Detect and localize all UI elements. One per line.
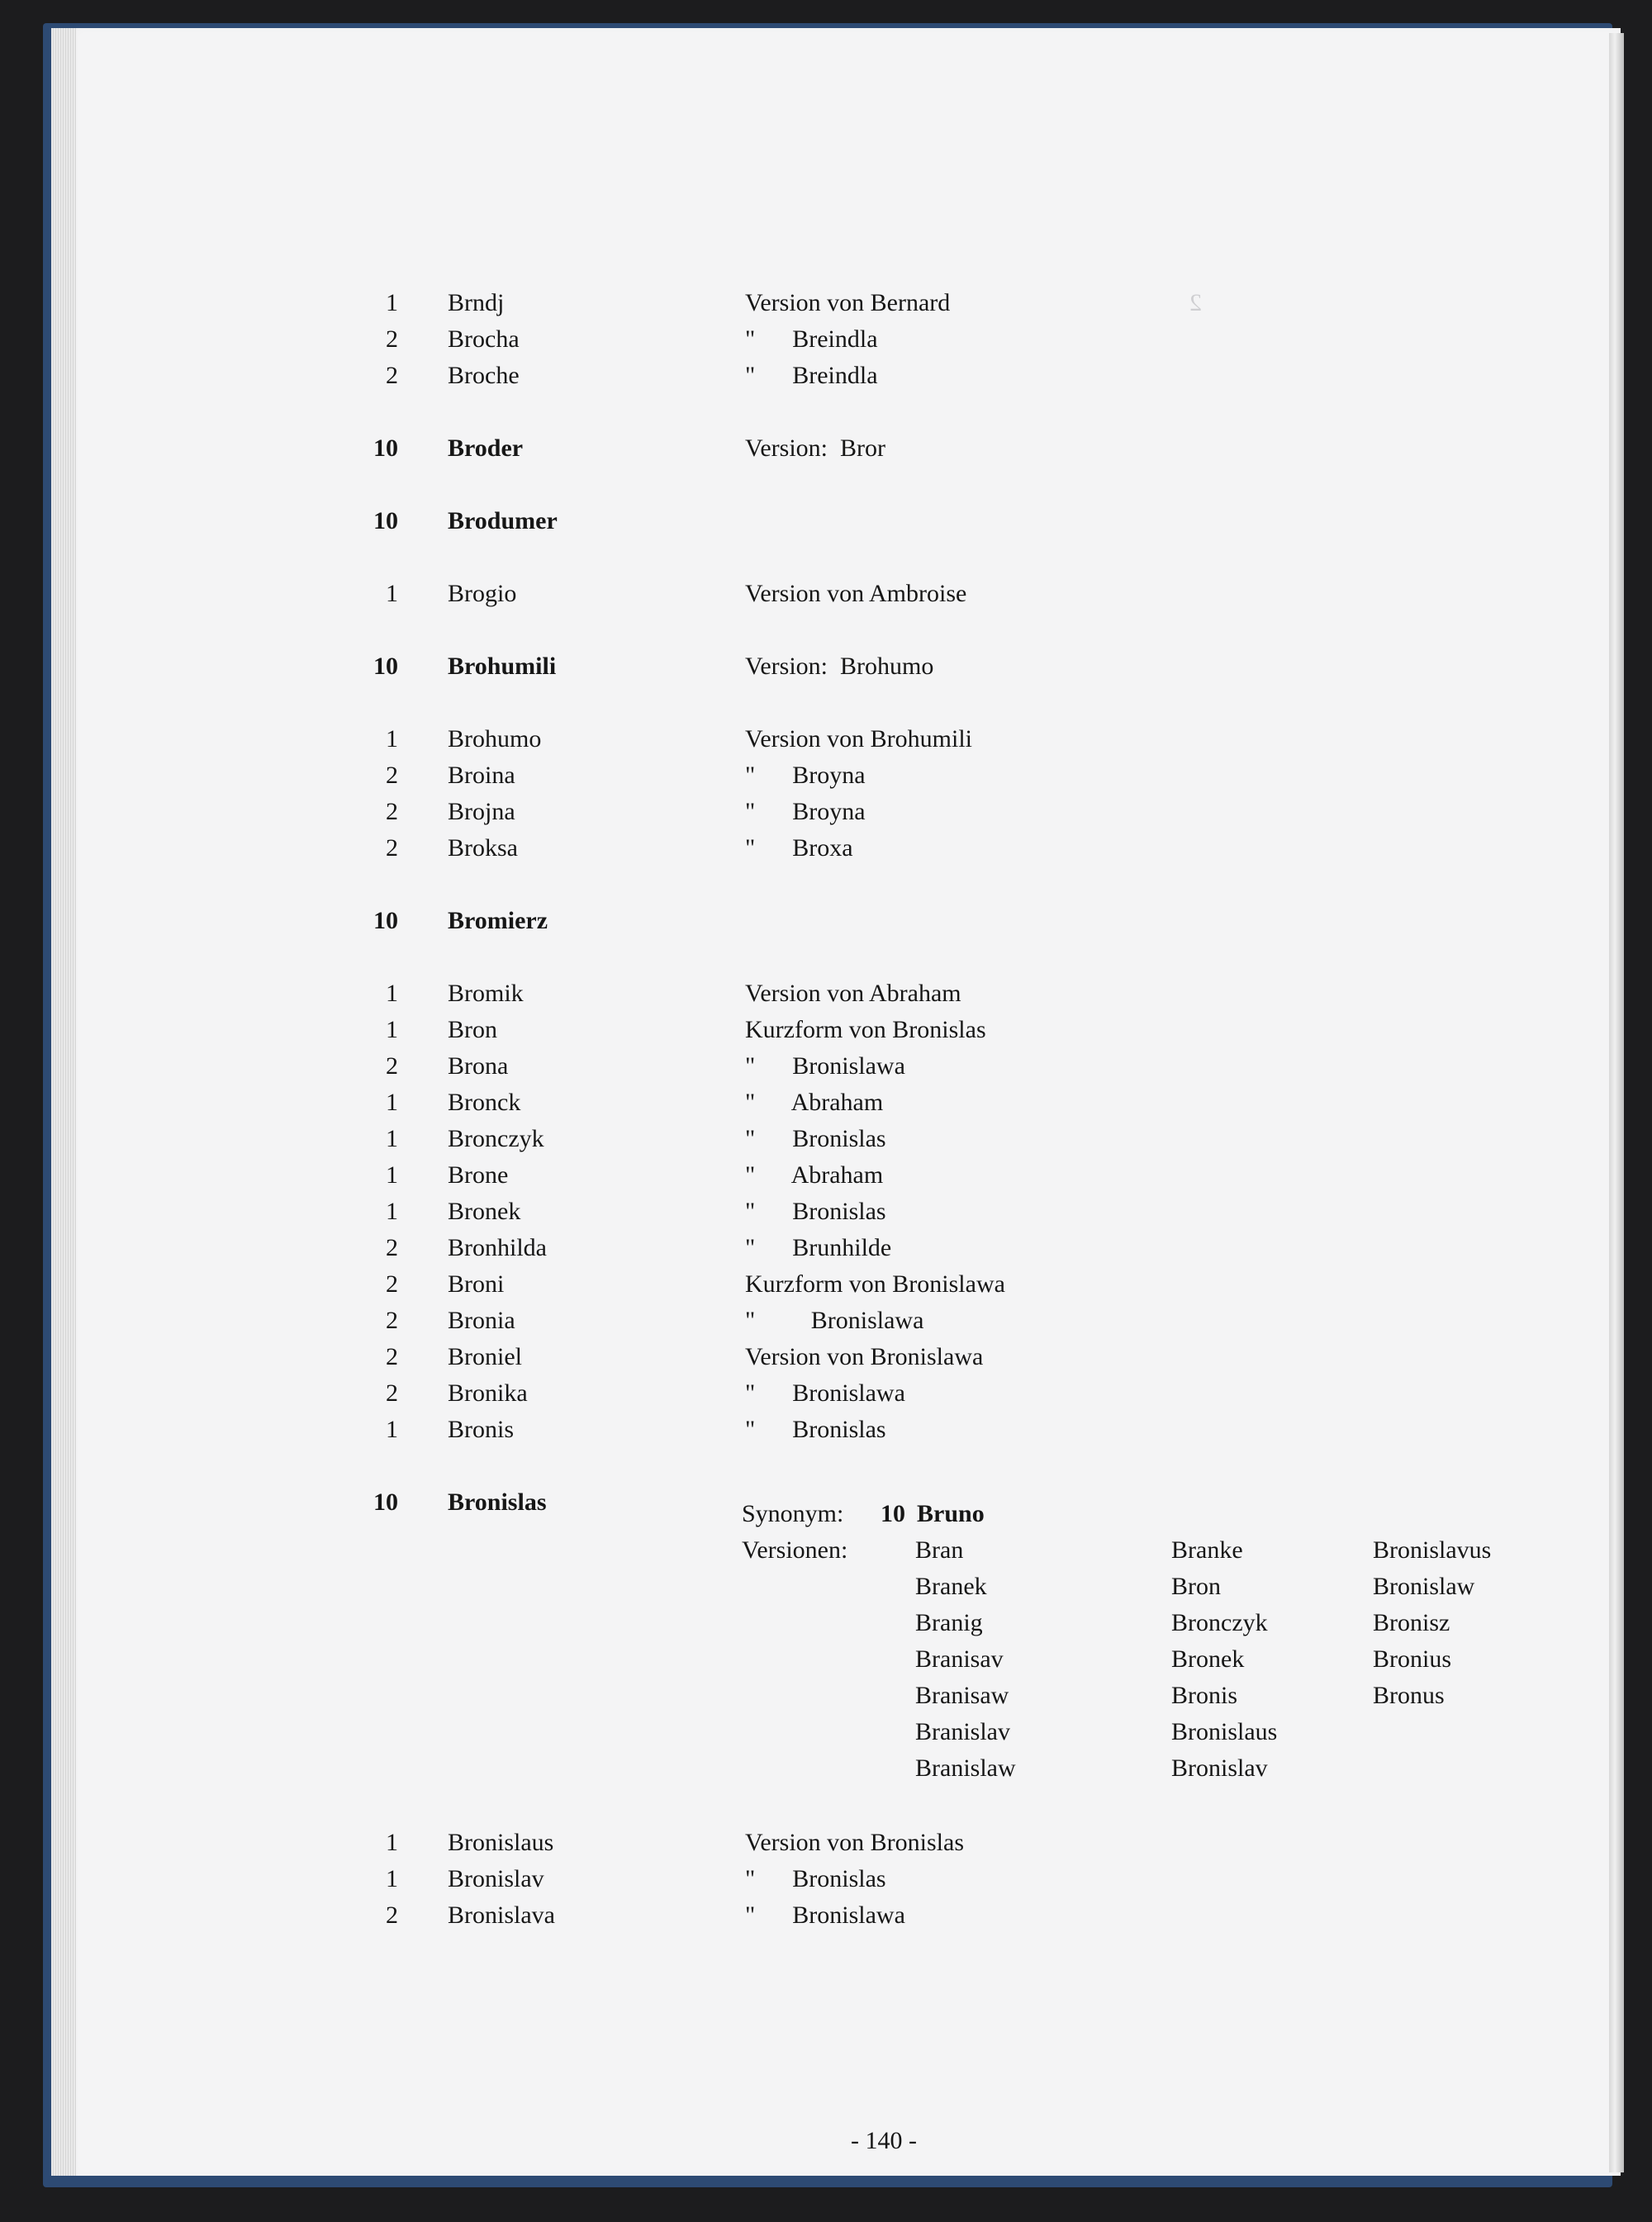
- entry-count: 1: [386, 1829, 398, 1856]
- entry-count: 2: [386, 834, 398, 862]
- entry-count: 1: [386, 289, 398, 316]
- entry-info: Version von Ambroise: [745, 580, 967, 607]
- entry-count: 2: [386, 1902, 398, 1929]
- entry-name: Bronislas: [448, 1488, 547, 1516]
- entry-info: " Broyna: [745, 762, 866, 789]
- entry-name: Brndj: [448, 289, 505, 316]
- entry-info: " Bronislas: [745, 1416, 886, 1443]
- version-name: Bronek: [1171, 1645, 1245, 1673]
- entry-info: " Bronislawa: [745, 1052, 905, 1080]
- entry-name: Bronika: [448, 1379, 528, 1407]
- entry-info: " Bronislas: [745, 1865, 886, 1892]
- entry-count: 1: [386, 725, 398, 753]
- entry-count: 2: [386, 362, 398, 389]
- entry-info: Kurzform von Bronislas: [745, 1016, 986, 1043]
- entry-count: 2: [386, 1234, 398, 1261]
- entry-name: Brocha: [448, 325, 520, 353]
- entry-name: Brodumer: [448, 507, 558, 534]
- entry-count: 2: [386, 1307, 398, 1334]
- entry-count: 1: [386, 1865, 398, 1892]
- entry-name: Broche: [448, 362, 520, 389]
- version-name: Bronus: [1373, 1682, 1445, 1709]
- entry-count: 1: [386, 1198, 398, 1225]
- entry-info: Version von Abraham: [745, 980, 961, 1007]
- version-name: Branisaw: [915, 1682, 1009, 1709]
- entry-name: Brohumo: [448, 725, 542, 753]
- version-name: Bronislaw: [1373, 1573, 1475, 1600]
- page-number: - 140 -: [851, 2127, 917, 2154]
- entry-count: 10: [373, 507, 398, 534]
- entry-count: 10: [373, 434, 398, 462]
- entry-count: 1: [386, 580, 398, 607]
- entry-name: Bronek: [448, 1198, 521, 1225]
- entry-info: Version von Bronislawa: [745, 1343, 984, 1370]
- entry-info: " Abraham: [745, 1161, 884, 1189]
- entry-name: Broniel: [448, 1343, 522, 1370]
- entry-name: Broni: [448, 1270, 505, 1298]
- version-name: Bronislavus: [1373, 1536, 1492, 1564]
- entry-count: 1: [386, 1125, 398, 1152]
- entry-name: Bronczyk: [448, 1125, 544, 1152]
- entry-info: " Bronislawa: [745, 1902, 905, 1929]
- version-name: Bronisz: [1373, 1609, 1450, 1636]
- entry-info: " Bronislas: [745, 1198, 886, 1225]
- version-name: Bronislaus: [1171, 1718, 1278, 1745]
- version-name: Bran: [915, 1536, 964, 1564]
- entry-name: Broksa: [448, 834, 518, 862]
- entry-info: " Bronislawa: [745, 1307, 924, 1334]
- entry-name: Brogio: [448, 580, 517, 607]
- entry-count: 2: [386, 1052, 398, 1080]
- synonym-label: Synonym:: [742, 1500, 844, 1527]
- page-stack-left: [51, 28, 76, 2176]
- entry-name: Bronia: [448, 1307, 515, 1334]
- synonym-name: Bruno: [917, 1500, 985, 1527]
- entry-info: " Broxa: [745, 834, 853, 862]
- version-name: Branke: [1171, 1536, 1243, 1564]
- entry-info: Version von Bronislas: [745, 1829, 964, 1856]
- entry-count: 2: [386, 1379, 398, 1407]
- entry-name: Bronhilda: [448, 1234, 547, 1261]
- entry-count: 2: [386, 325, 398, 353]
- entry-name: Bromierz: [448, 907, 548, 934]
- entry-count: 2: [386, 1270, 398, 1298]
- entry-info: Version von Bernard: [745, 289, 951, 316]
- entry-info: " Abraham: [745, 1089, 884, 1116]
- version-name: Bronislav: [1171, 1754, 1268, 1782]
- entry-count: 1: [386, 1416, 398, 1443]
- entry-name: Brona: [448, 1052, 509, 1080]
- entry-name: Broina: [448, 762, 515, 789]
- version-name: Branisav: [915, 1645, 1004, 1673]
- entry-info: " Broyna: [745, 798, 866, 825]
- entry-name: Broder: [448, 434, 524, 462]
- entry-count: 10: [373, 653, 398, 680]
- version-name: Branig: [915, 1609, 983, 1636]
- entry-info: Version von Brohumili: [745, 725, 972, 753]
- version-name: Branislaw: [915, 1754, 1016, 1782]
- version-name: Bron: [1171, 1573, 1221, 1600]
- entry-name: Bronis: [448, 1416, 515, 1443]
- page-stack-right: [1609, 33, 1624, 2172]
- entry-info: " Bronislas: [745, 1125, 886, 1152]
- entry-count: 2: [386, 762, 398, 789]
- entry-name: Brone: [448, 1161, 509, 1189]
- entry-info: Version: Brohumo: [745, 653, 934, 680]
- version-name: Bronczyk: [1171, 1609, 1268, 1636]
- versions-label: Versionen:: [742, 1536, 848, 1564]
- entry-info: Version: Bror: [745, 434, 885, 462]
- entry-count: 10: [373, 1488, 398, 1516]
- entry-name: Brojna: [448, 798, 515, 825]
- entry-count: 1: [386, 980, 398, 1007]
- entry-count: 10: [373, 907, 398, 934]
- synonym-count: 10: [881, 1500, 905, 1527]
- entry-name: Bronck: [448, 1089, 521, 1116]
- entry-name: Bromik: [448, 980, 524, 1007]
- entry-count: 1: [386, 1089, 398, 1116]
- entry-name: Bronislava: [448, 1902, 555, 1929]
- entry-info: Kurzform von Bronislawa: [745, 1270, 1005, 1298]
- entry-name: Bron: [448, 1016, 497, 1043]
- entry-name: Bronislav: [448, 1865, 544, 1892]
- entry-count: 2: [386, 798, 398, 825]
- entry-count: 2: [386, 1343, 398, 1370]
- entry-name: Bronislaus: [448, 1829, 554, 1856]
- version-name: Bronis: [1171, 1682, 1238, 1709]
- entry-info: " Brunhilde: [745, 1234, 892, 1261]
- entry-name: Brohumili: [448, 653, 557, 680]
- entry-info: " Bronislawa: [745, 1379, 905, 1407]
- version-name: Branislav: [915, 1718, 1010, 1745]
- entry-info: " Breindla: [745, 362, 878, 389]
- version-name: Bronius: [1373, 1645, 1452, 1673]
- version-name: Branek: [915, 1573, 987, 1600]
- entry-count: 1: [386, 1161, 398, 1189]
- entry-count: 1: [386, 1016, 398, 1043]
- entry-info: " Breindla: [745, 325, 878, 353]
